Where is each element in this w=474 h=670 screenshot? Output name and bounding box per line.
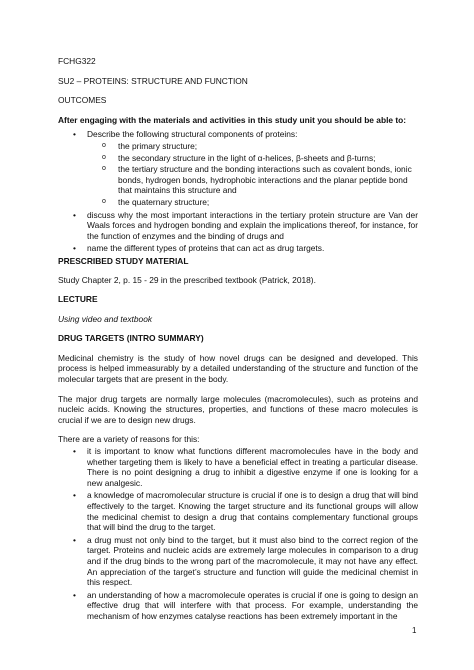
reasons-list (58, 446, 418, 622)
lecture-heading: LECTURE (58, 294, 98, 305)
list-item: • it is important to know what functions different macromolecules have in the body and whether targeting them is likely to have a beneficial effect in treating a particular disease. There is no point designing a drug to inhibit a digestive enzyme if one is looking for a new analgesic. (58, 446, 418, 488)
list-item: o the primary structure; (87, 141, 418, 152)
sub-list (87, 141, 418, 208)
list-item: o the tertiary structure and the bonding interactions such as covalent bonds, ionic bonds, hydrogen bonds, hydrophobic interactions and the planar peptide bond that maintains this structure and (87, 164, 418, 196)
outcomes-heading: OUTCOMES (58, 95, 107, 106)
prescribed-text: Study Chapter 2, p. 15 - 29 in the prescribed textbook (Patrick, 2018). (58, 274, 316, 285)
list-item: o the secondary structure in the light of α-helices, β-sheets and β-turns; (87, 153, 418, 164)
paragraph: Medicinal chemistry is the study of how novel drugs can be designed and developed. This process is helped immeasurably by a detailed understanding of the structure and function of the molecular targets that are present in the body. (58, 352, 418, 385)
outcomes-intro: After engaging with the materials and activities in this study unit you should be able to: (58, 114, 407, 125)
paragraph: The major drug targets are normally large molecules (macromolecules), such as proteins and nucleic acids. Knowing the structures, properties, and functions of these macro molecules is crucial if we are to design new drugs. (58, 393, 418, 425)
list-item: • a knowledge of macromolecular structure is crucial if one is to design a drug that will bind effectively to the target. Knowing the target structure and its functional groups will allow the medicinal chemist to design a drug that contains complementary functional groups that will bind the drug to the target. (58, 490, 418, 532)
list-item: • discuss why the most important interactions in the tertiary protein structure are Van der Waals forces and hydrogen bonding and explain the implications thereof, for instance, for the function of enzymes and the binding of drugs and (58, 210, 418, 242)
list-item: • a drug must not only bind to the target, but it must also bind to the correct region of the target. Proteins and nucleic acids are extremely large molecules in comparison to a drug and if the drug binds to the wrong part of the macromolecule, it may not have any effect. An appreciation of the target’s structure and function will guide the medicinal chemist in this respect. (58, 535, 418, 588)
list-item: o the quaternary structure; (87, 197, 418, 208)
paragraph: There are a variety of reasons for this: (58, 434, 200, 445)
outcomes-list (58, 129, 418, 254)
page-content (58, 56, 418, 624)
list-item (58, 129, 418, 207)
outcome-text: Describe the following structural components of proteins: (87, 129, 298, 140)
lecture-text: Using video and textbook (58, 313, 153, 324)
course-code: FCHG322 (58, 56, 96, 66)
drug-targets-heading: DRUG TARGETS (INTRO SUMMARY) (58, 333, 204, 344)
unit-title: SU2 – PROTEINS: STRUCTURE AND FUNCTION (58, 75, 248, 86)
list-item: • an understanding of how a macromolecule operates is crucial if one is going to design an effective drug that will interfere with that process. For example, understanding the mechanism of how enzymes catalyse reactions has been extremely important in the (58, 590, 418, 622)
list-item: • name the different types of proteins that can act as drug targets. (58, 243, 418, 254)
page-number: 1 (412, 626, 417, 635)
prescribed-heading: PRESCRIBED STUDY MATERIAL (58, 255, 189, 266)
